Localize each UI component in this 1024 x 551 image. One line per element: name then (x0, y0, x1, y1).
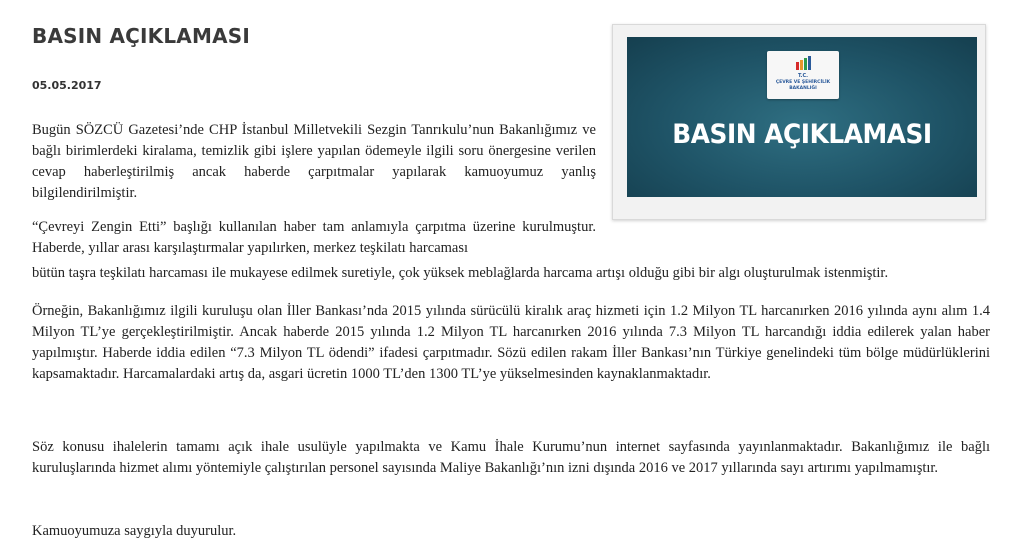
publish-date: 05.05.2017 (32, 79, 102, 92)
press-release-image (612, 24, 986, 220)
logo-ministry-name-line2: BAKANLIĞI (789, 86, 817, 91)
banner-title: BASIN AÇIKLAMASI (672, 119, 932, 150)
logo-ministry-name: ÇEVRE VE ŞEHİRCİLİK (775, 80, 831, 85)
paragraph: “Çevreyi Zengin Etti” başlığı kullanılan haber tam anlamıyla çarpıtma üzerine kurulmuştur. Haberde, yıllar arası karşılaştırmalar yapılırken, merkez teşkilatı harcaması (32, 219, 596, 256)
closing-line: Kamuoyumuza saygıyla duyurulur. (32, 523, 237, 539)
press-release-banner (627, 37, 977, 197)
page-title: BASIN AÇIKLAMASI (32, 24, 251, 48)
ministry-emblem-icon (795, 56, 813, 70)
paragraph: bütün taşra teşkilatı harcaması ile mukayese edilmek suretiyle, çok yüksek meblağlarda harcama artışı olduğu gibi bir algı oluşturulmak istenmiştir. (32, 265, 889, 281)
paragraph: Söz konusu ihalelerin tamamı açık ihale usulüyle yapılmakta ve Kamu İhale Kurumu’nun internet sayfasında yayınlanmaktadır. Bakanlığımız ile bağlı kuruluşlarında hizmet alımı yöntemiyle çalıştırılan personel sayısında Maliye Bakanlığı’nın izni dışında 2016 ve 2017 yıllarında sayı artırımı yapılmamıştır. (32, 439, 990, 476)
logo-tc-text: T.C. (797, 73, 809, 79)
ministry-logo (767, 51, 839, 99)
paragraph: Bugün SÖZCÜ Gazetesi’nde CHP İstanbul Milletvekili Sezgin Tanrıkulu’nun Bakanlığımız ve bağlı birimlerdeki kiralama, temizlik gibi işlere yapılan ödemeyle ilgili soru önergesine verilen cevap haberleştirilmiş ancak haberde çarpıtmalar yapılarak kamuoyumuz yanlış bilgilendirilmiştir. (32, 122, 596, 201)
paragraph: Örneğin, Bakanlığımız ilgili kuruluşu olan İller Bankası’nda 2015 yılında sürücülü kiralık araç hizmeti için 1.2 Milyon TL harcanırken 2016 yılında aynı alım 1.4 Milyon TL’ye gerçekleştirilmiştir. Ancak haberde 2015 yılında 1.2 Milyon TL harcanırken 2016 yılında 7.3 Milyon TL harcandığı iddia edilerek yalan haber yapılmıştır. Haberde iddia edilen “7.3 Milyon TL ödendi” ifadesi çarpıtmadır. Sözü edilen rakam İller Bankası’nın Türkiye genelindeki tüm bölge müdürlüklerini kapsamaktadır. Harcamalardaki artış da, asgari ücretin 1000 TL’den 1300 TL’ye yükselmesinden kaynaklanmaktadır. (32, 303, 990, 382)
